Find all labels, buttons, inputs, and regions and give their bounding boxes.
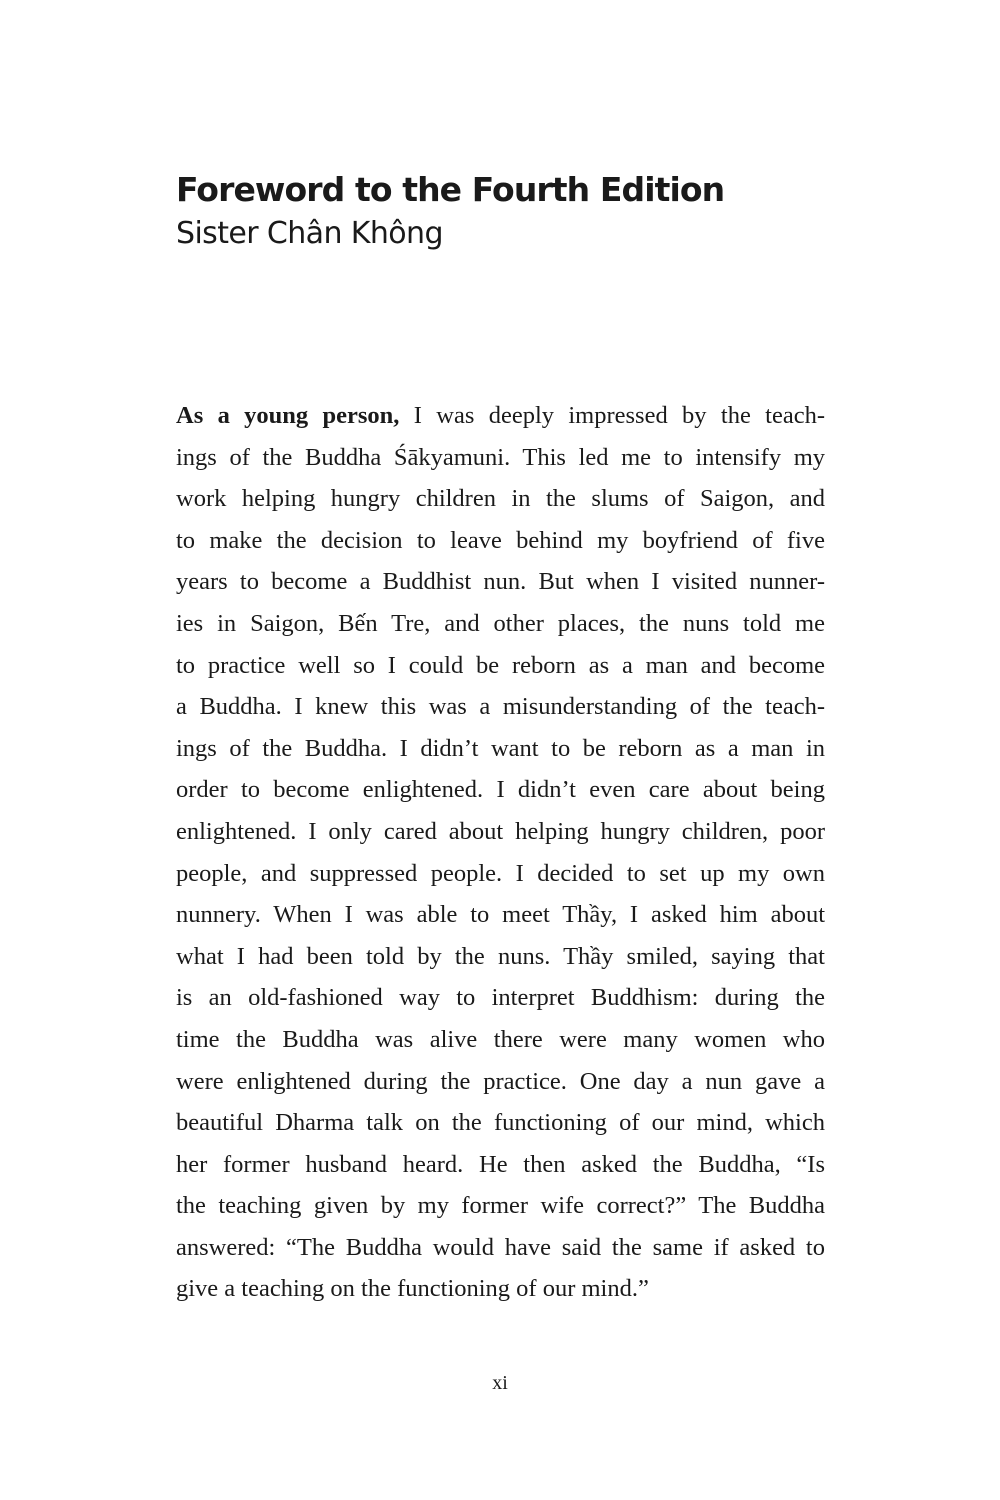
text-line: work helping hungry children in the slums of Saigon, and: [176, 485, 825, 513]
chapter-title: Foreword to the Fourth Edition: [176, 170, 725, 209]
line-text: I was deeply impressed by the teach-: [399, 402, 825, 429]
chapter-author: Sister Chân Không: [176, 216, 443, 251]
page-number: xi: [492, 1372, 508, 1394]
text-line: her former husband heard. He then asked the Buddha, “Is: [176, 1150, 825, 1178]
text-line: is an old-fashioned way to interpret Buddhism: during the: [176, 984, 825, 1012]
text-line: to make the decision to leave behind my boyfriend of five: [176, 526, 825, 554]
text-line: the teaching given by my former wife correct?” The Buddha: [176, 1192, 825, 1220]
text-line: ings of the Buddha. I didn’t want to be reborn as a man in: [176, 734, 825, 762]
text-line: years to become a Buddhist nun. But when I visited nunner-: [176, 568, 825, 596]
chapter-heading: [176, 168, 826, 256]
text-line: order to become enlightened. I didn’t even care about being: [176, 776, 825, 804]
text-line: enlightened. I only cared about helping hungry children, poor: [176, 817, 825, 845]
text-line: time the Buddha was alive there were many women who: [176, 1025, 825, 1053]
text-line: to practice well so I could be reborn as a man and become: [176, 651, 825, 679]
text-line: beautiful Dharma talk on the functioning of our mind, which: [176, 1109, 825, 1137]
text-line: were enlightened during the practice. One day a nun gave a: [176, 1067, 825, 1095]
text-line: nunnery. When I was able to meet Thầy, I asked him about: [176, 901, 825, 929]
text-line: ings of the Buddha Śākyamuni. This led me to intensify my: [176, 443, 825, 471]
text-line: a Buddha. I knew this was a misunderstanding of the teach-: [176, 693, 825, 721]
text-line: give a teaching on the functioning of our mind.”: [176, 1275, 649, 1303]
text-line: people, and suppressed people. I decided to set up my own: [176, 859, 825, 887]
text-line: [176, 395, 825, 437]
lead-in-text: As a young person,: [176, 402, 400, 429]
body-paragraph: [176, 395, 825, 1310]
text-line: ies in Saigon, Bến Tre, and other places, the nuns told me: [176, 609, 825, 637]
text-line: answered: “The Buddha would have said the same if asked to: [176, 1233, 825, 1261]
text-line: what I had been told by the nuns. Thầy smiled, saying that: [176, 942, 825, 970]
